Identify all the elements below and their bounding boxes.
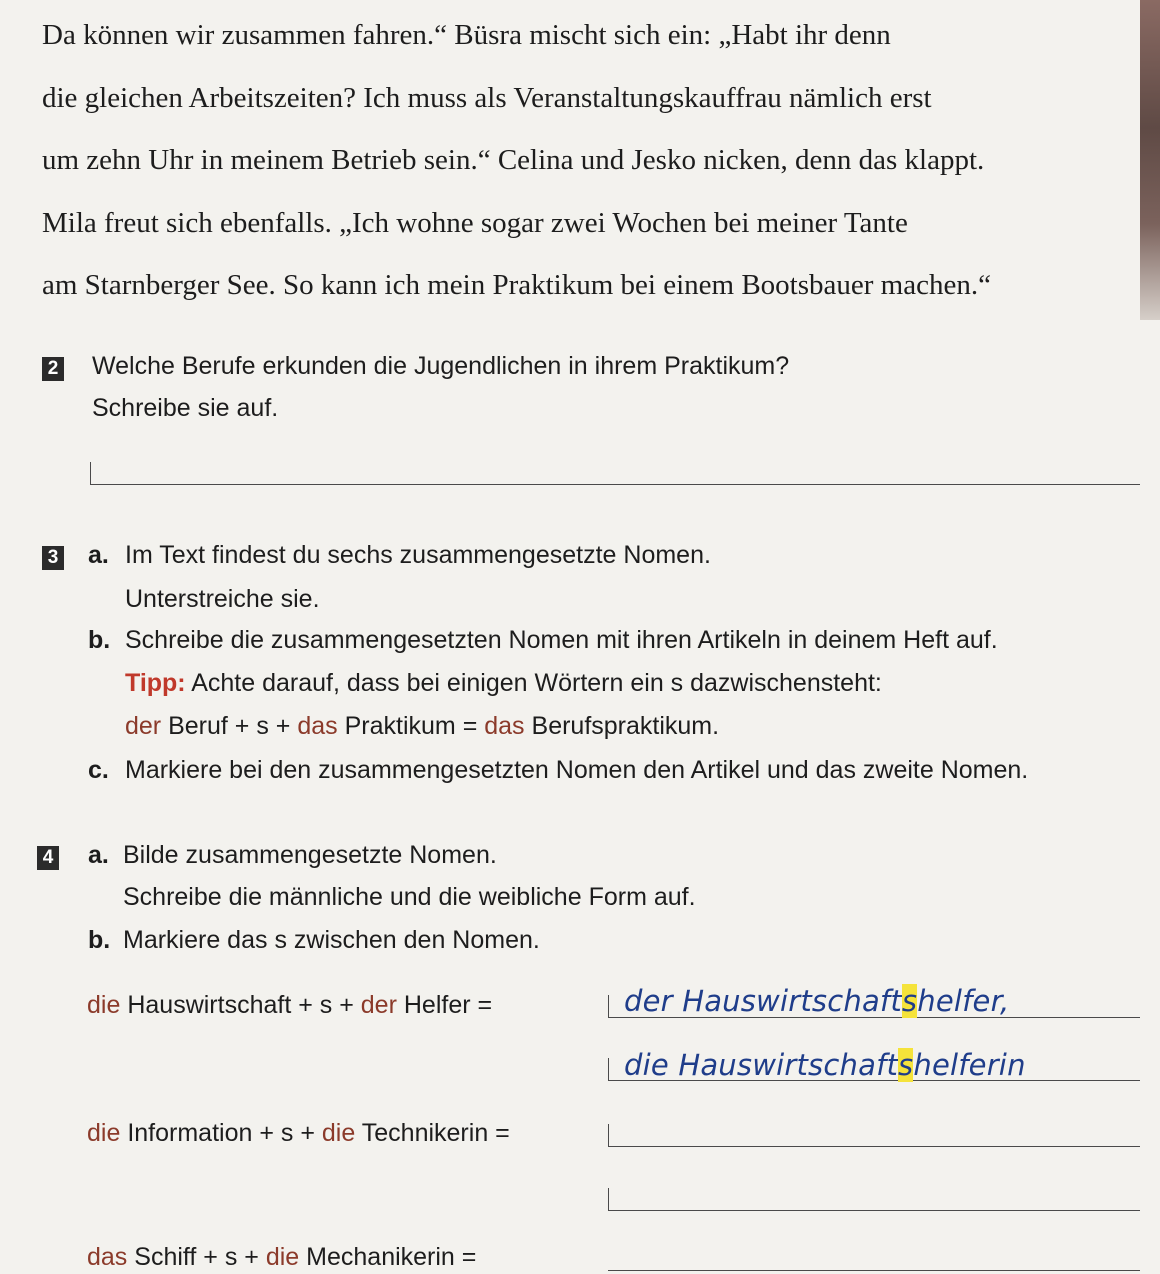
task-article: die — [265, 1243, 300, 1271]
task-noun: Technikerin = — [361, 1119, 510, 1147]
compound-task-1 — [87, 991, 492, 1020]
task-article: der — [360, 991, 397, 1019]
example-article: das — [484, 712, 525, 740]
handwritten-answer-1a — [624, 984, 1009, 1018]
answer-text: der Hauswirtschaft — [624, 984, 902, 1018]
answer-line-3a[interactable] — [608, 1270, 1140, 1271]
answer-line-start — [608, 1124, 609, 1146]
example-article: der — [125, 712, 162, 740]
story-line: Mila freut sich ebenfalls. „Ich wohne sogar zwei Wochen bei meiner Tante — [42, 206, 908, 239]
compound-task-2 — [87, 1119, 510, 1148]
answer-line-start — [608, 1058, 609, 1080]
exercise-3a-instruction: Unterstreiche sie. — [125, 585, 320, 613]
exercise-2-answer-line[interactable] — [90, 484, 1140, 485]
exercise-3c-text: Markiere bei den zusammengesetzten Nomen den Artikel und das zweite Nomen. — [125, 756, 1029, 784]
task-noun: Helfer = — [403, 991, 493, 1019]
answer-line-start — [608, 995, 609, 1017]
exercise-4a-label: a. — [88, 841, 109, 869]
task-noun: Schiff + s + — [134, 1243, 259, 1271]
tipp-text: Achte darauf, dass bei einigen Wörtern ein s dazwischensteht: — [191, 669, 882, 697]
highlighted-s: s — [901, 984, 918, 1018]
answer-line-2b[interactable] — [608, 1210, 1140, 1211]
task-noun: Hauswirtschaft + s + — [127, 991, 354, 1019]
exercise-4-number: 4 — [37, 846, 59, 870]
task-article: die — [87, 1119, 121, 1147]
task-noun: Information + s + — [127, 1119, 315, 1147]
exercise-3-number: 3 — [42, 546, 64, 570]
exercise-4a-instruction: Schreibe die männliche und die weibliche Form auf. — [123, 883, 696, 911]
story-line: die gleichen Arbeitszeiten? Ich muss als Veranstaltungskauffrau nämlich erst — [42, 81, 932, 114]
exercise-3b-text: Schreibe die zusammengesetzten Nomen mit ihren Artikeln in deinem Heft auf. — [125, 626, 998, 654]
example-noun: Praktikum = — [344, 712, 478, 740]
answer-line-start — [608, 1188, 609, 1210]
answer-line-2a[interactable] — [608, 1146, 1140, 1147]
answer-text: helferin — [913, 1048, 1026, 1082]
task-noun: Mechanikerin = — [306, 1243, 477, 1271]
tipp-line — [125, 669, 882, 698]
exercise-4b-text: Markiere das s zwischen den Nomen. — [123, 926, 540, 954]
exercise-3a-label: a. — [88, 541, 109, 569]
task-article: das — [87, 1243, 128, 1271]
handwritten-answer-1b — [624, 1048, 1026, 1082]
exercise-2-instruction: Schreibe sie auf. — [92, 394, 279, 422]
example-article: das — [297, 712, 338, 740]
highlighted-s: s — [898, 1048, 914, 1082]
exercise-2-number: 2 — [42, 357, 64, 381]
story-line: Da können wir zusammen fahren.“ Büsra mischt sich ein: „Habt ihr denn — [42, 19, 891, 51]
tipp-label: Tipp: — [125, 669, 186, 697]
task-article: die — [87, 991, 121, 1019]
exercise-4a-text: Bilde zusammengesetzte Nomen. — [123, 841, 497, 869]
answer-text: die Hauswirtschaft — [624, 1048, 899, 1082]
example-noun: Beruf + s + — [168, 712, 291, 740]
example-noun: Berufspraktikum. — [531, 712, 720, 740]
story-line: am Starnberger See. So kann ich mein Praktikum bei einem Bootsbauer machen.“ — [42, 269, 991, 301]
answer-text: helfer, — [917, 984, 1010, 1018]
exercise-3b-label: b. — [88, 626, 111, 654]
exercise-4b-label: b. — [88, 926, 111, 954]
compound-task-3 — [87, 1243, 476, 1272]
exercise-2-question: Welche Berufe erkunden die Jugendlichen in ihrem Praktikum? — [92, 352, 790, 380]
photo-edge — [1140, 0, 1160, 320]
story-line: um zehn Uhr in meinem Betrieb sein.“ Celina und Jesko nicken, denn das klappt. — [42, 144, 985, 176]
exercise-3a-text: Im Text findest du sechs zusammengesetzte Nomen. — [125, 541, 711, 569]
answer-line-start — [90, 462, 91, 484]
tipp-example — [125, 712, 719, 741]
exercise-3c-label: c. — [88, 756, 109, 784]
task-article: die — [321, 1119, 356, 1147]
story-text — [42, 14, 1122, 327]
